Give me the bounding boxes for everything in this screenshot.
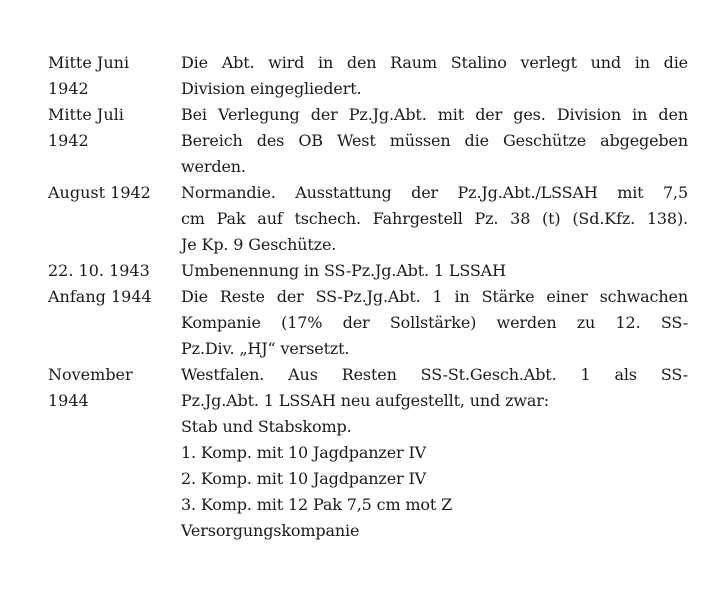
chronology-entry bbox=[48, 258, 688, 284]
entry-text-line: Pz.Jg.Abt. 1 LSSAH neu aufgestellt, und zwar: bbox=[181, 391, 550, 410]
entry-text-line: Je Kp. 9 Geschütze. bbox=[181, 235, 337, 254]
entry-text bbox=[181, 50, 688, 102]
entry-text-line: Pz.Div. „HJ“ versetzt. bbox=[181, 339, 350, 358]
chronology-entry bbox=[48, 102, 688, 180]
chronology-entry bbox=[48, 284, 688, 362]
entry-date-line: 22. 10. 1943 bbox=[48, 261, 150, 280]
entry-text bbox=[181, 362, 688, 544]
entry-text-line: Bei Verlegung der Pz.Jg.Abt. mit der ges. Division in den bbox=[181, 105, 688, 124]
entry-text-line: Westfalen. Aus Resten SS-St.Gesch.Abt. 1 als SS- bbox=[181, 365, 688, 384]
entry-text bbox=[181, 258, 688, 284]
entry-date-line: 1942 bbox=[48, 131, 89, 150]
entry-date bbox=[48, 180, 181, 206]
entry-text bbox=[181, 102, 688, 180]
entry-text-line: 3. Komp. mit 12 Pak 7,5 cm mot Z bbox=[181, 495, 453, 514]
entry-date bbox=[48, 50, 181, 102]
chronology-page bbox=[48, 50, 688, 544]
chronology-entry bbox=[48, 362, 688, 544]
entry-text-line: Umbenennung in SS-Pz.Jg.Abt. 1 LSSAH bbox=[181, 261, 506, 280]
entry-date-line: August 1942 bbox=[48, 183, 151, 202]
entry-date-line: 1944 bbox=[48, 391, 89, 410]
chronology-entry bbox=[48, 50, 688, 102]
entry-text-line: Kompanie (17% der Sollstärke) werden zu 12. SS- bbox=[181, 313, 688, 332]
entry-date bbox=[48, 362, 181, 414]
entry-text-line: cm Pak auf tschech. Fahrgestell Pz. 38 (t) (Sd.Kfz. 138). bbox=[181, 209, 688, 228]
entry-text-line: werden. bbox=[181, 157, 246, 176]
entry-text-line: 1. Komp. mit 10 Jagdpanzer IV bbox=[181, 443, 427, 462]
entry-text-line: Die Reste der SS-Pz.Jg.Abt. 1 in Stärke einer schwachen bbox=[181, 287, 688, 306]
entry-date-line: November bbox=[48, 365, 133, 384]
entry-date-line: Mitte Juli bbox=[48, 105, 124, 124]
entry-date bbox=[48, 258, 181, 284]
entry-text-line: Versorgungskompanie bbox=[181, 521, 360, 540]
entry-text-line: Normandie. Ausstattung der Pz.Jg.Abt./LSSAH mit 7,5 bbox=[181, 183, 688, 202]
entry-text bbox=[181, 180, 688, 258]
entry-text-line: Die Abt. wird in den Raum Stalino verlegt und in die bbox=[181, 53, 688, 72]
entry-date bbox=[48, 284, 181, 310]
entry-date-line: Anfang 1944 bbox=[48, 287, 152, 306]
entry-text-line: 2. Komp. mit 10 Jagdpanzer IV bbox=[181, 469, 427, 488]
entry-date-line: Mitte Juni bbox=[48, 53, 130, 72]
chronology-entry bbox=[48, 180, 688, 258]
entry-date bbox=[48, 102, 181, 154]
entry-text bbox=[181, 284, 688, 362]
entry-date-line: 1942 bbox=[48, 79, 89, 98]
entry-text-line: Division eingegliedert. bbox=[181, 79, 362, 98]
entry-text-line: Bereich des OB West müssen die Geschütze abgegeben bbox=[181, 131, 688, 150]
entry-text-line: Stab und Stabskomp. bbox=[181, 417, 352, 436]
